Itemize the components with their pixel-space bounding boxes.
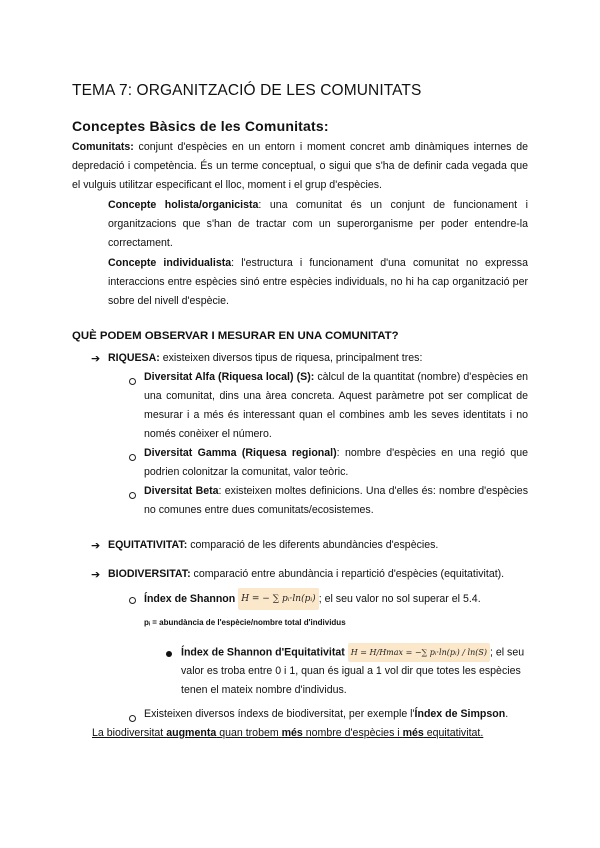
equitativitat-index-text: ; el seu valor es troba entre 0 i 1, quan és igual a 1 vol dir que totes les espècies tenen el mateix nombre d'individus. bbox=[181, 646, 525, 697]
term-riquesa: RIQUESA: bbox=[108, 352, 160, 364]
item-shannon bbox=[144, 588, 528, 610]
gamma-text: : nombre d'espècies en una regió que podrien colonitzar la comunitat, valor teòric. bbox=[144, 447, 528, 478]
concept-individualist bbox=[108, 254, 528, 311]
circle-bullet-icon bbox=[129, 597, 136, 604]
term-individualist: Concepte individualista bbox=[108, 257, 232, 269]
section-heading-basics: Conceptes Bàsics de les Comunitats: bbox=[72, 118, 329, 134]
definition-text: conjunt d'espècies en un entorn i moment concret amb dinàmiques internes de depredació i competència. És un terme conceptual, o sigui que s'ha de definir cada vegada que el vulguis utilitzar especificant el lloc, moment i el grup d'espècies. bbox=[72, 141, 528, 191]
conclusion-part: nombre d'espècies i bbox=[302, 727, 403, 739]
section-heading-observe: QUÈ PODEM OBSERVAR I MESURAR EN UNA COMUNITAT? bbox=[72, 330, 399, 342]
term-alfa: Diversitat Alfa (Riquesa local) (S): bbox=[144, 371, 315, 383]
other-indices-text: Existeixen diversos índexs de biodiversitat, per exemple l' bbox=[144, 708, 415, 720]
equitativitat-text: comparació de les diferents abundàncies d'espècies. bbox=[187, 539, 439, 551]
shannon-text: ; el seu valor no sol superar el 5.4. bbox=[318, 593, 481, 605]
item-biodiversitat bbox=[108, 565, 528, 584]
circle-bullet-icon bbox=[129, 454, 136, 461]
conclusion-part: La biodiversitat bbox=[92, 727, 167, 739]
term-simpson: Índex de Simpson bbox=[414, 708, 506, 720]
shannon-formula: H = − ∑ pᵢ·ln(pᵢ) bbox=[238, 588, 319, 610]
term-gamma: Diversitat Gamma (Riquesa regional) bbox=[144, 447, 337, 459]
item-diversitat-beta bbox=[144, 482, 528, 520]
item-shannon-equitativitat bbox=[181, 643, 529, 700]
term-equitativitat: EQUITATIVITAT: bbox=[108, 539, 188, 551]
conclusion-sentence bbox=[92, 724, 532, 743]
conclusion-part: quan trobem bbox=[216, 727, 282, 739]
item-riquesa bbox=[108, 349, 528, 368]
circle-bullet-icon bbox=[129, 715, 136, 722]
holistic-text: : una comunitat és un conjunt de funcionament i organitzacions que s'han de tractar com un superorganisme per poder entendre-la correctament. bbox=[108, 199, 528, 249]
conclusion-emphasis: més bbox=[402, 727, 424, 739]
concept-holistic bbox=[108, 196, 528, 253]
riquesa-text: existeixen diversos tipus de riquesa, principalment tres: bbox=[159, 352, 423, 364]
item-diversitat-gamma bbox=[144, 444, 528, 482]
item-other-indices bbox=[144, 705, 528, 724]
term-equitativitat-index: Índex de Shannon d'Equitativitat bbox=[181, 646, 345, 659]
conclusion-part: equitativitat. bbox=[423, 727, 484, 739]
term-shannon: Índex de Shannon bbox=[144, 593, 236, 605]
pi-definition-note: pᵢ = abundància de l'espècie/nombre total d'individus bbox=[144, 618, 346, 627]
arrow-bullet-icon: ➔ bbox=[91, 569, 101, 581]
individualist-text: : l'estructura i funcionament d'una comunitat no expressa interaccions entre espècies sinó entre espècies individuals, no hi ha cap organització per sobre del nivell d'espècie. bbox=[108, 257, 528, 307]
beta-text: : existeixen moltes definicions. Una d'elles és: nombre d'espècies no comunes entre dues comunitats/ecosistemes. bbox=[144, 485, 528, 516]
arrow-bullet-icon: ➔ bbox=[91, 353, 101, 365]
circle-bullet-icon bbox=[129, 378, 136, 385]
circle-bullet-icon bbox=[129, 492, 136, 499]
term-biodiversitat: BIODIVERSITAT: bbox=[108, 568, 191, 580]
alfa-text: càlcul de la quantitat (nombre) d'espècies en una comunitat, dins una àrea concreta. Aquest paràmetre pot ser complicat de mesurar i a més és interessant quan el combines amb les seves identitats i no només conèixer el número. bbox=[144, 371, 528, 440]
item-equitativitat bbox=[108, 536, 528, 555]
other-indices-end: . bbox=[505, 708, 509, 720]
item-diversitat-alfa bbox=[144, 368, 528, 444]
arrow-bullet-icon: ➔ bbox=[91, 540, 101, 552]
biodiversitat-text: comparació entre abundància i repartició d'espècies (equitativitat). bbox=[190, 568, 505, 580]
equitativitat-formula: H = H/Hmax = −∑ pᵢ·ln(pᵢ) / ln(S) bbox=[348, 643, 490, 662]
page-title: TEMA 7: ORGANITZACIÓ DE LES COMUNITATS bbox=[72, 82, 422, 99]
conclusion-emphasis: augmenta bbox=[166, 727, 217, 739]
term-beta: Diversitat Beta bbox=[144, 485, 219, 497]
term-comunitats: Comunitats: bbox=[72, 141, 134, 153]
definition-comunitats bbox=[72, 138, 528, 195]
disc-bullet-icon bbox=[166, 651, 172, 657]
term-holistic: Concepte holista/organicista bbox=[108, 199, 259, 211]
conclusion-emphasis: més bbox=[281, 727, 303, 739]
